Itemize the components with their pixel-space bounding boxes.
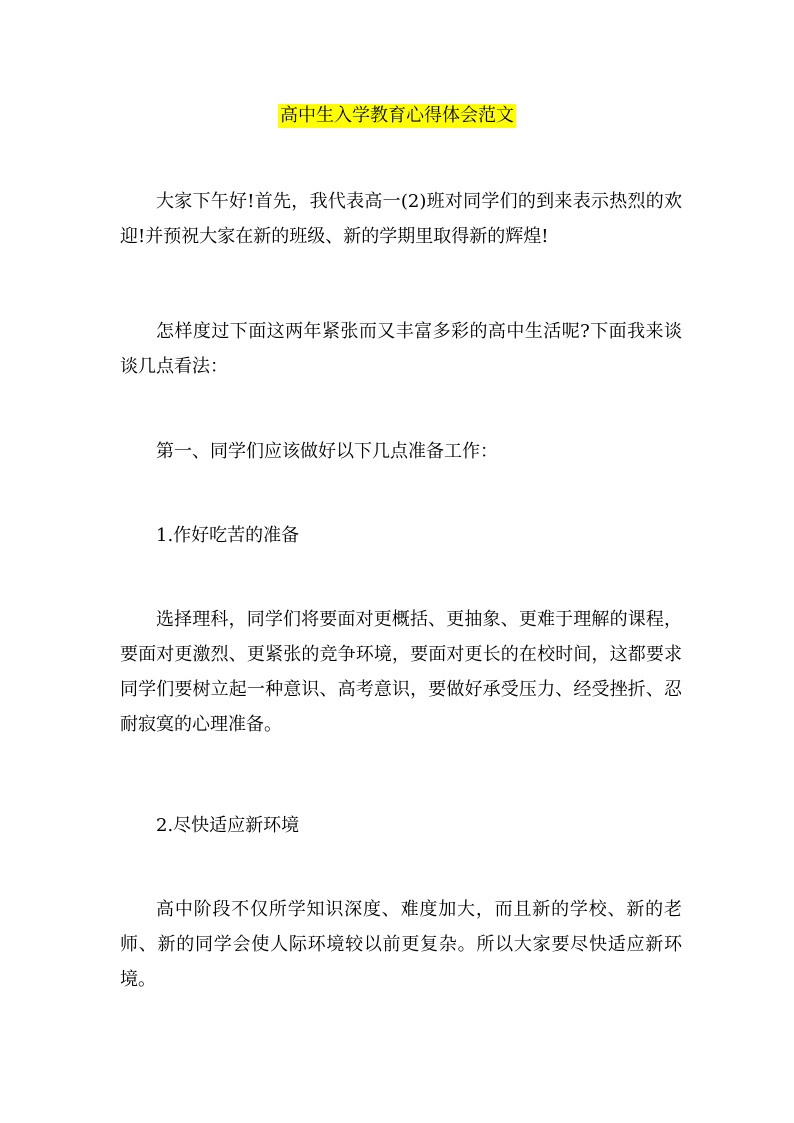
document-title: 高中生入学教育心得体会范文 — [280, 105, 514, 126]
paragraph-question: 怎样度过下面这两年紧张而又丰富多彩的高中生活呢?下面我来谈谈几点看法： — [120, 321, 682, 377]
paragraph-section-heading: 第一、同学们应该做好以下几点准备工作： — [156, 441, 498, 462]
paragraph-point-2-body: 高中阶段不仅所学知识深度、难度加大，而且新的学校、新的老师、新的同学会使人际环境较以前更复杂。所以大家要尽快适应新环境。 — [120, 899, 682, 990]
paragraph-point-1-body: 选择理科，同学们将要面对更概括、更抽象、更难于理解的课程，要面对更激烈、更紧张的竞争环境，要面对更长的在校时间，这都要求同学们要树立起一种意识、高考意识，要做好承受压力、经受挫折、忍耐寂寞的心理准备。 — [120, 609, 682, 735]
paragraph-point-1-heading: 1.作好吃苦的准备 — [156, 525, 300, 546]
paragraph-greeting: 大家下午好!首先，我代表高一(2)班对同学们的到来表示热烈的欢迎!并预祝大家在新的班级、新的学期里取得新的辉煌! — [120, 191, 682, 247]
paragraph-point-2-heading: 2.尽快适应新环境 — [156, 815, 300, 836]
title-container — [0, 104, 794, 128]
